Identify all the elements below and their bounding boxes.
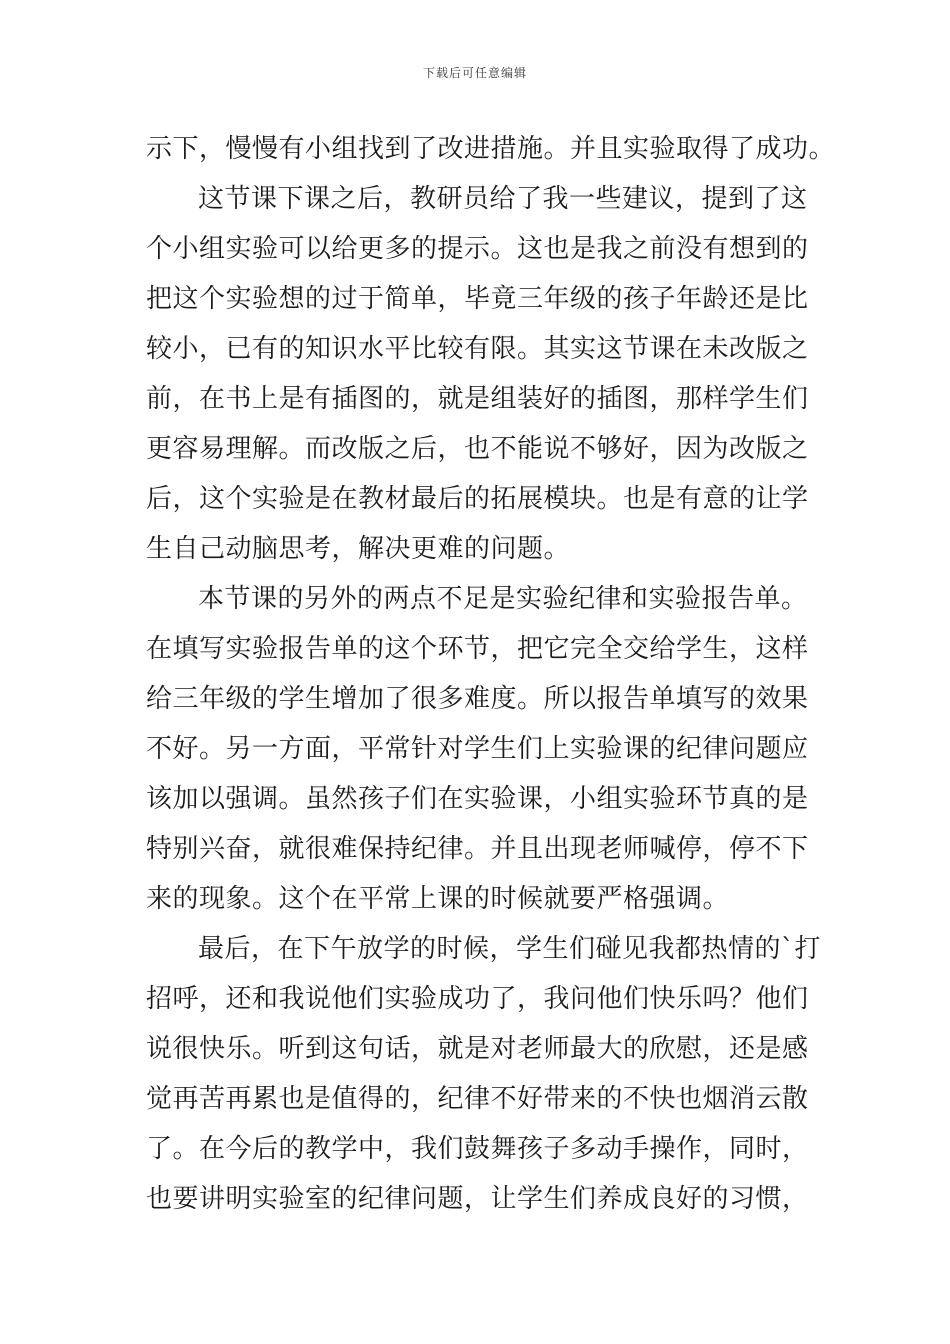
text-line: 在填写实验报告单的这个环节，把它完全交给学生，这样	[146, 634, 809, 664]
paragraph-start-line: 这节课下课之后，教研员给了我一些建议，提到了这	[198, 184, 808, 214]
text-line: 把这个实验想的过于简单，毕竟三年级的孩子年龄还是比	[146, 284, 809, 314]
text-line: 来的现象。这个在平常上课的时候就要严格强调。	[146, 884, 730, 914]
text-line: 招呼，还和我说他们实验成功了，我问他们快乐吗？他们	[146, 984, 809, 1014]
text-line: 前，在书上是有插图的，就是组装好的插图，那样学生们	[146, 384, 809, 414]
paragraph-start-line: 本节课的另外的两点不足是实验纪律和实验报告单。	[198, 584, 808, 614]
text-line: 也要讲明实验室的纪律问题，让学生们养成良好的习惯，	[146, 1184, 809, 1214]
text-line: 更容易理解。而改版之后，也不能说不够好，因为改版之	[146, 434, 809, 464]
text-line: 该加以强调。虽然孩子们在实验课，小组实验环节真的是	[146, 784, 809, 814]
text-line: 了。在今后的教学中，我们鼓舞孩子多动手操作，同时，	[146, 1134, 809, 1164]
text-line: 给三年级的学生增加了很多难度。所以报告单填写的效果	[146, 684, 809, 714]
text-line: 不好。另一方面，平常针对学生们上实验课的纪律问题应	[146, 734, 809, 764]
document-body	[146, 124, 836, 1224]
text-line: 特别兴奋，就很难保持纪律。并且出现老师喊停，停不下	[146, 834, 809, 864]
page-header: 下载后可任意编辑	[422, 66, 527, 80]
text-line: 觉再苦再累也是值得的，纪律不好带来的不快也烟消云散	[146, 1084, 809, 1114]
text-line: 后，这个实验是在教材最后的拓展模块。也是有意的让学	[146, 484, 809, 514]
text-line: 生自己动脑思考，解决更难的问题。	[146, 534, 571, 564]
text-line: 说很快乐。听到这句话，就是对老师最大的欣慰，还是感	[146, 1034, 809, 1064]
text-line: 示下，慢慢有小组找到了改进措施。并且实验取得了成功。	[146, 134, 836, 164]
text-line: 较小，已有的知识水平比较有限。其实这节课在未改版之	[146, 334, 809, 364]
text-line: 个小组实验可以给更多的提示。这也是我之前没有想到的	[146, 234, 809, 264]
paragraph-start-line: 最后，在下午放学的时候，学生们碰见我都热情的`打	[198, 934, 822, 964]
